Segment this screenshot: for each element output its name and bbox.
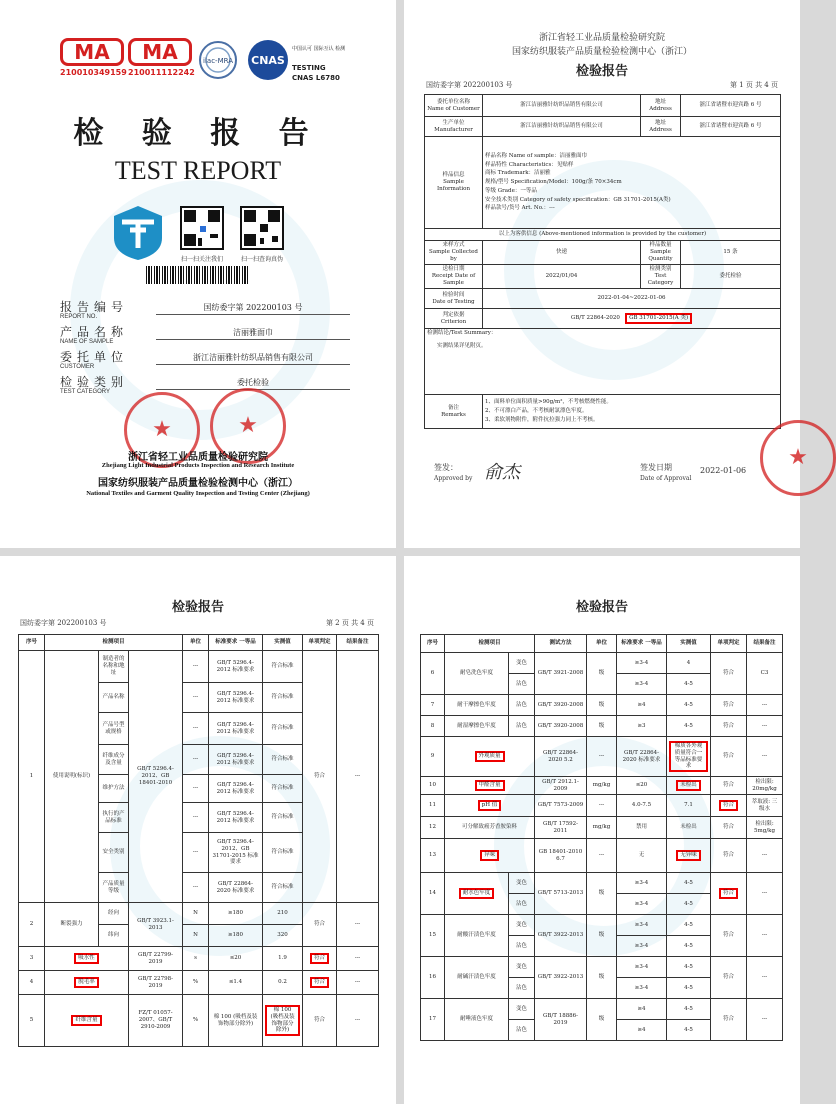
criterion-label: 判定依据 Criterion — [425, 309, 483, 329]
highlight-box: 外观质量 — [475, 751, 505, 762]
criterion-highlight: GB 31701-2015(A 类) — [625, 313, 692, 324]
table-row: 8 耐湿摩擦色牢度 沾色 GB/T 3920-2008 级 ≥3 4-5 符合 --- — [421, 716, 783, 737]
row-1-note: --- — [337, 651, 379, 903]
highlight-box: 符合 — [719, 800, 738, 811]
testing-date-value: 2022-01-04~2022-01-06 — [483, 289, 781, 309]
institute-cn: 浙江省轻工业品质量检验研究院 — [128, 452, 268, 463]
cma-logo-1: MA 210010349159 — [60, 40, 127, 77]
table-row: 沾色 ≥4 4-5 — [421, 1020, 783, 1041]
ilac-mra-logo — [198, 40, 238, 80]
table-row: 11 pH 值 GB/T 7573-2009 --- 4.0-7.5 7.1 符合 萃取液: 三级水 — [421, 795, 783, 817]
testing-date-label: 检验时间 Date of Testing — [425, 289, 483, 309]
address-label: 地址 Address — [641, 95, 681, 117]
table-row: 沾色 ≥3-4 4-5 — [421, 936, 783, 957]
cnas-logo — [246, 38, 356, 84]
qr-code-follow — [180, 206, 224, 250]
address-value: 浙江省诸暨市迎宾路 6 号 — [681, 95, 781, 117]
sample-collected-value: 快递 — [483, 241, 641, 265]
table-row: 13 异味 GB 18401-2010 6.7 --- 无 无异味 符合 --- — [421, 839, 783, 873]
ilac-text: ilac-MRA — [203, 57, 233, 65]
sample-qty-value: 15 条 — [681, 241, 781, 265]
official-seal-1: ★ — [124, 392, 200, 468]
report-title: 检验报告 — [171, 600, 224, 615]
approval-date: 2022-01-06 — [700, 466, 747, 475]
table-row: 沾色 ≥3-4 4-5 — [421, 894, 783, 915]
receipt-date-label: 送检日期 Receipt Date of Sample — [425, 265, 483, 289]
row-1-item: 使用说明(标识) — [45, 651, 99, 903]
criterion-value: GB/T 22864-2020 GB 31701-2015(A 类) — [483, 309, 781, 329]
sample-qty-label: 样品数量 Sample Quantity — [641, 241, 681, 265]
summary-table — [424, 94, 781, 429]
cnas-cn-text: 中国认可 国际互认 检测 — [292, 46, 346, 52]
official-seal-2: ★ — [210, 388, 286, 464]
customer-value: 浙江洁丽雅针纺织品销售有限公司 — [483, 95, 641, 117]
highlight-box: 耐水色牢度 — [459, 888, 495, 899]
barcode — [146, 266, 250, 284]
sample-collected-label: 来样方式 Sample Collected by — [425, 241, 483, 265]
approval-date-label: 签发日期 Date of Approval — [640, 463, 692, 482]
field-customer: 委托单位 CUSTOMER 浙江洁丽雅针纺织品销售有限公司 — [60, 348, 350, 376]
cma-logo-2: MA 210011112242 — [128, 40, 195, 77]
highlight-water-absorption: 吸水性 — [74, 953, 99, 964]
table-row: 7 耐干摩擦色牢度 沾色 GB/T 3920-2008 级 ≥4 4-5 符合 --- — [421, 695, 783, 716]
institute-en: Zhejiang Light Industrial Products Inspection and Research Institute — [101, 462, 295, 469]
report-page-2 — [0, 556, 396, 1104]
center-cn: 国家纺织服装产品质量检验检测中心（浙江） — [98, 478, 298, 489]
cnas-number: CNAS L6780 — [292, 74, 340, 82]
highlight-box: 异味 — [480, 850, 499, 861]
cover-page — [0, 0, 396, 548]
remarks-block: 1、面料单位面积质量>90g/m²，不考核燃烧性能。 2、不可漂白产品，不考核耐氯漂色牢度。 3、柔软剂物附件，附件抗拉强力同上不考核。 — [483, 395, 781, 429]
row-1-method: GB/T 5296.4-2012、GB 18401-2010 — [129, 651, 183, 903]
highlight-box: 无异味 — [676, 850, 701, 861]
center-en: National Textiles and Garment Quality Inspection and Testing Center (Zhejiang) — [86, 490, 310, 497]
field-sample-name: 产品名称 NAME OF SAMPLE 洁丽雅面巾 — [60, 323, 350, 351]
cma-code-1: 210010349159 — [60, 68, 127, 77]
test-category-value: 委托检验 — [681, 265, 781, 289]
qr-code-verify — [240, 206, 284, 250]
official-seal-edge: ★ — [760, 420, 836, 496]
highlight-box: 棉质各外观质量符合一等品标准要求 — [669, 741, 708, 773]
results-table-1: 序号 检测项目 单位 标准要求 一等品 实测值 单项判定 结果备注 1 使用说明(标识) 制造者的名称和地址 GB/T 5296.4-2012、GB 18401-2010 --- GB/T 5296.4-2012 标准要求 符合标准 符合 --- 产品名称 --- GB/T 5296.4-2012 标准要求 符合标准 产品号型或规格 --- GB/T 5296.4-2012 标准要求 符合标准 纤维成分及含量 --- GB/T 5296.4-2012 标准要求 符合标准 维护方法 --- GB/T 5296.4-2012 标准要求 符合标准 执行的产品标准 --- GB/T 5296.4-2012 标准要求 符合标准 安全类别 --- GB/T 5296.4-2012、GB 31701-2015 标准要求 符合标准 产品质量等级 --- GB/T 22864-2020 标准要求 符合标准 2 断裂强力 经向 GB/T 3923.1-2013 N ≥180 210 符合 --- 纬向 N ≥180 320 3 吸水性 GB/T 22799-2019 s ≤20 1.9 符合 --- 4 脱毛率 GB/T 22798-2019 % ≤1.4 0.2 符合 --- 5 纤维含量 FZ/T 01057-2007、GB/T 2910-2009 % 棉 100 (吸档及装饰物部分除外) 棉 100 (吸档及装饰物部分除外) 符合 --- — [18, 634, 379, 1047]
manufacturer-label: 生产单位 Manufacturer — [425, 117, 483, 137]
test-category-label: 检测类别 Test Category — [641, 265, 681, 289]
report-title: 检验报告 — [575, 64, 628, 79]
report-title: 检验报告 — [575, 600, 628, 615]
qr-verify-label: 扫一扫查询真伪 — [240, 256, 283, 263]
cnas-testing-text: TESTING — [292, 64, 326, 72]
table-row: 6 耐皂洗色牢度 变色 GB/T 3921-2008 级 ≥3-4 4 符合 C3 — [421, 653, 783, 674]
highlight-lint-rate: 脱毛率 — [74, 977, 99, 988]
report-number: 国纺委字第 202200103 号 — [20, 619, 107, 627]
table-row: 14 耐水色牢度 变色 GB/T 5713-2013 级 ≥3-4 4-5 符合 --- — [421, 873, 783, 894]
tj-emblem-icon — [112, 204, 164, 262]
highlight-fiber-content: 纤维含量 — [71, 1015, 101, 1026]
customer-label: 委托单位名称 Name of Customer — [425, 95, 483, 117]
cma-code-2: 210011112242 — [128, 68, 195, 77]
certification-logos — [60, 38, 360, 88]
highlight-box: pH 值 — [478, 800, 502, 811]
table-row: 17 耐唾液色牢度 变色 GB/T 18886-2019 级 ≥4 4-5 符合 --- — [421, 999, 783, 1020]
results-table-2: 序号 检测项目 测试方法 单位 标准要求 一等品 实测值 单项判定 结果备注 6 耐皂洗色牢度 变色 GB/T 3921-2008 级 ≥3-4 4 符合 C3 沾色 ≥3-4 4-5 7 耐干摩擦色牢度 沾色 GB/T 3920-2008 级 ≥4 4-5 符合 --- 8 耐湿摩擦色牢度 沾色 GB/T 3920-2008 级 ≥3 4-5 符合 --- 9 外观质量 GB/T 22864-2020 5.2 --- GB/T 22864-2020 标准要求 棉质各外观质量符合一等品标准要求 符合 --- 10 甲醛含量 GB/T 2912.1-2009 mg/kg ≤20 未检出 符合 检出限: 20mg/kg 11 pH 值 GB/T 7573-2009 --- 4.0-7.5 7.1 符合 萃取液: 三级水 12 可分解致癌芳香胺染料 GB/T 17592-2011 mg/kg 禁用 未检出 符合 检出限: 5mg/kg 13 异味 GB 18401-2010 6.7 --- 无 无异味 符合 --- 14 耐水色牢度 变色 GB/T 5713-2013 级 ≥3-4 4-5 符合 --- 沾色 ≥3-4 4-5 15 耐酸汗渍色牢度 变色 GB/T 3922-2013 级 ≥3-4 4-5 符合 --- 沾色 ≥3-4 4-5 16 耐碱汗渍色牢度 变色 GB/T 3922-2013 级 ≥3-4 4-5 符合 --- 沾色 ≥3-4 4-5 17 耐唾液色牢度 变色 GB/T 18886-2019 级 ≥4 4-5 符合 --- 沾色 ≥4 4-5 — [420, 634, 783, 1041]
table-row: 12 可分解致癌芳香胺染料 GB/T 17592-2011 mg/kg 禁用 未检出 符合 检出限: 5mg/kg — [421, 817, 783, 839]
approver-signature: 俞杰 — [484, 462, 520, 483]
row-1-judge: 符合 — [303, 651, 337, 903]
table-row: 10 甲醛含量 GB/T 2912.1-2009 mg/kg ≤20 未检出 符合 检出限: 20mg/kg — [421, 777, 783, 795]
report-page-1 — [404, 0, 808, 548]
cover-title-cn: 检 验 报 告 — [73, 116, 323, 151]
address-value-2: 浙江省诸暨市迎宾路 6 号 — [681, 117, 781, 137]
report-number: 国纺委字第 202200103 号 — [426, 81, 513, 89]
approved-by-label: 签发： Approved by — [434, 463, 473, 482]
org-name-2: 国家纺织服装产品质量检验检测中心（浙江） — [511, 47, 692, 57]
page-number: 第 1 页 共 4 页 — [729, 81, 778, 89]
address-label-2: 地址 Address — [641, 117, 681, 137]
remarks-label: 备注 Remarks — [425, 395, 483, 429]
field-report-no: 报告编号 REPORT NO. 国纺委字第 202200103 号 — [60, 298, 350, 326]
field-test-category: 检验类别 TEST CATEGORY 委托检验 — [60, 373, 350, 401]
table-row: 15 耐酸汗渍色牢度 变色 GB/T 3922-2013 级 ≥3-4 4-5 符合 --- — [421, 915, 783, 936]
org-name-1: 浙江省轻工业品质量检验研究院 — [538, 33, 665, 43]
qr-follow-label: 扫一扫关注我们 — [180, 256, 223, 263]
provided-note: 以上为客供信息 (Above-mentioned information is provided by the customer) — [425, 229, 781, 241]
highlight-box: 符合 — [719, 888, 738, 899]
receipt-date-value: 2022/01/04 — [483, 265, 641, 289]
page-number: 第 2 页 共 4 页 — [325, 619, 374, 627]
table-row: 沾色 ≥3-4 4-5 — [421, 674, 783, 695]
highlight-box: 甲醛含量 — [475, 780, 505, 791]
report-page-3 — [404, 556, 800, 1104]
row-1-no: 1 — [19, 651, 45, 903]
table-row: 16 耐碱汗渍色牢度 变色 GB/T 3922-2013 级 ≥3-4 4-5 符合 --- — [421, 957, 783, 978]
manufacturer-value: 浙江洁丽雅针纺织品销售有限公司 — [483, 117, 641, 137]
highlight-box: 未检出 — [676, 780, 701, 791]
table-row: 沾色 ≥3-4 4-5 — [421, 978, 783, 999]
table-row: 9 外观质量 GB/T 22864-2020 5.2 --- GB/T 22864-2020 标准要求 棉质各外观质量符合一等品标准要求 符合 --- — [421, 737, 783, 777]
conclusion-block: 检测结论/Test Summary： 实测结果详见附页。 — [425, 329, 781, 395]
cover-title-en: TEST REPORT — [114, 156, 282, 185]
cnas-title: CNAS — [251, 54, 285, 67]
sample-info-label: 样品信息 Sample Information — [425, 137, 483, 229]
sample-info-block: 样品名称 Name of sample：洁丽雅面巾 样品特性 Characteristics：见贴样 商标 Trademark：洁丽雅 规格/型号 Specification/Model：100g/条 70×34cm 等级 Grade：一等品 安全技术类别 Category of safety specification：GB 31701-2015(A类) 样品款号/货号 Art. No.：--- — [483, 137, 781, 229]
